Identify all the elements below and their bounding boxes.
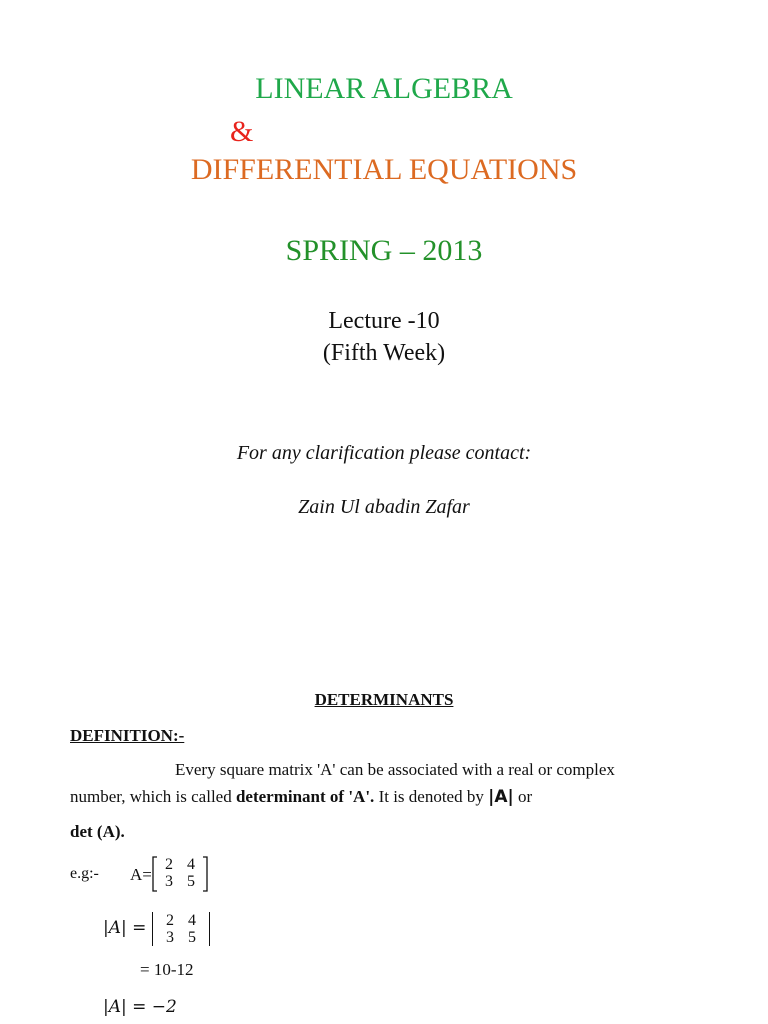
contact-prompt: For any clarification please contact: — [236, 442, 532, 464]
term-label: SPRING – 2013 — [285, 234, 483, 267]
matrix-a — [152, 856, 208, 890]
contact-name: Zain Ul abadin Zafar — [298, 496, 470, 518]
definition-label: DEFINITION:- — [70, 726, 185, 745]
definition-text-c: or — [513, 787, 533, 806]
example-label: e.g:- — [70, 865, 99, 882]
lecture-number: Lecture -10 — [328, 308, 440, 334]
abs-a-lhs: |A| = — [103, 918, 147, 938]
matrix-a-cell: 2 — [165, 856, 173, 873]
det-label: det (A). — [70, 822, 125, 841]
title-ampersand: & — [230, 115, 254, 148]
title-differential-equations: DIFFERENTIAL EQUATIONS — [190, 153, 578, 186]
det-cell: 3 — [166, 929, 174, 946]
matrix-a-cell: 5 — [187, 873, 195, 890]
matrix-a-label: A= — [130, 865, 152, 884]
definition-term: determinant of 'A'. — [235, 787, 375, 806]
det-cell: 5 — [188, 929, 196, 946]
determinant-result: |A| = −2 — [103, 997, 177, 1017]
matrix-a-cell: 4 — [187, 856, 195, 873]
det-cell: 2 — [166, 912, 174, 929]
left-bracket — [152, 856, 158, 892]
abs-symbol: |A| — [488, 787, 514, 807]
lecture-week: (Fifth Week) — [322, 340, 446, 366]
section-heading: DETERMINANTS — [314, 690, 454, 709]
det-cell: 4 — [188, 912, 196, 929]
right-bracket — [202, 856, 208, 892]
definition-text-a: number, which is called — [70, 787, 236, 806]
definition-text-line2 — [70, 787, 532, 807]
matrix-a-cell: 3 — [165, 873, 173, 890]
title-linear-algebra: LINEAR ALGEBRA — [255, 72, 513, 105]
computation-step: = 10-12 — [140, 960, 194, 979]
definition-text-b: It is denoted by — [374, 787, 489, 806]
determinant-a — [152, 912, 210, 946]
definition-text-line1: Every square matrix 'A' can be associated with a real or complex — [175, 760, 615, 779]
